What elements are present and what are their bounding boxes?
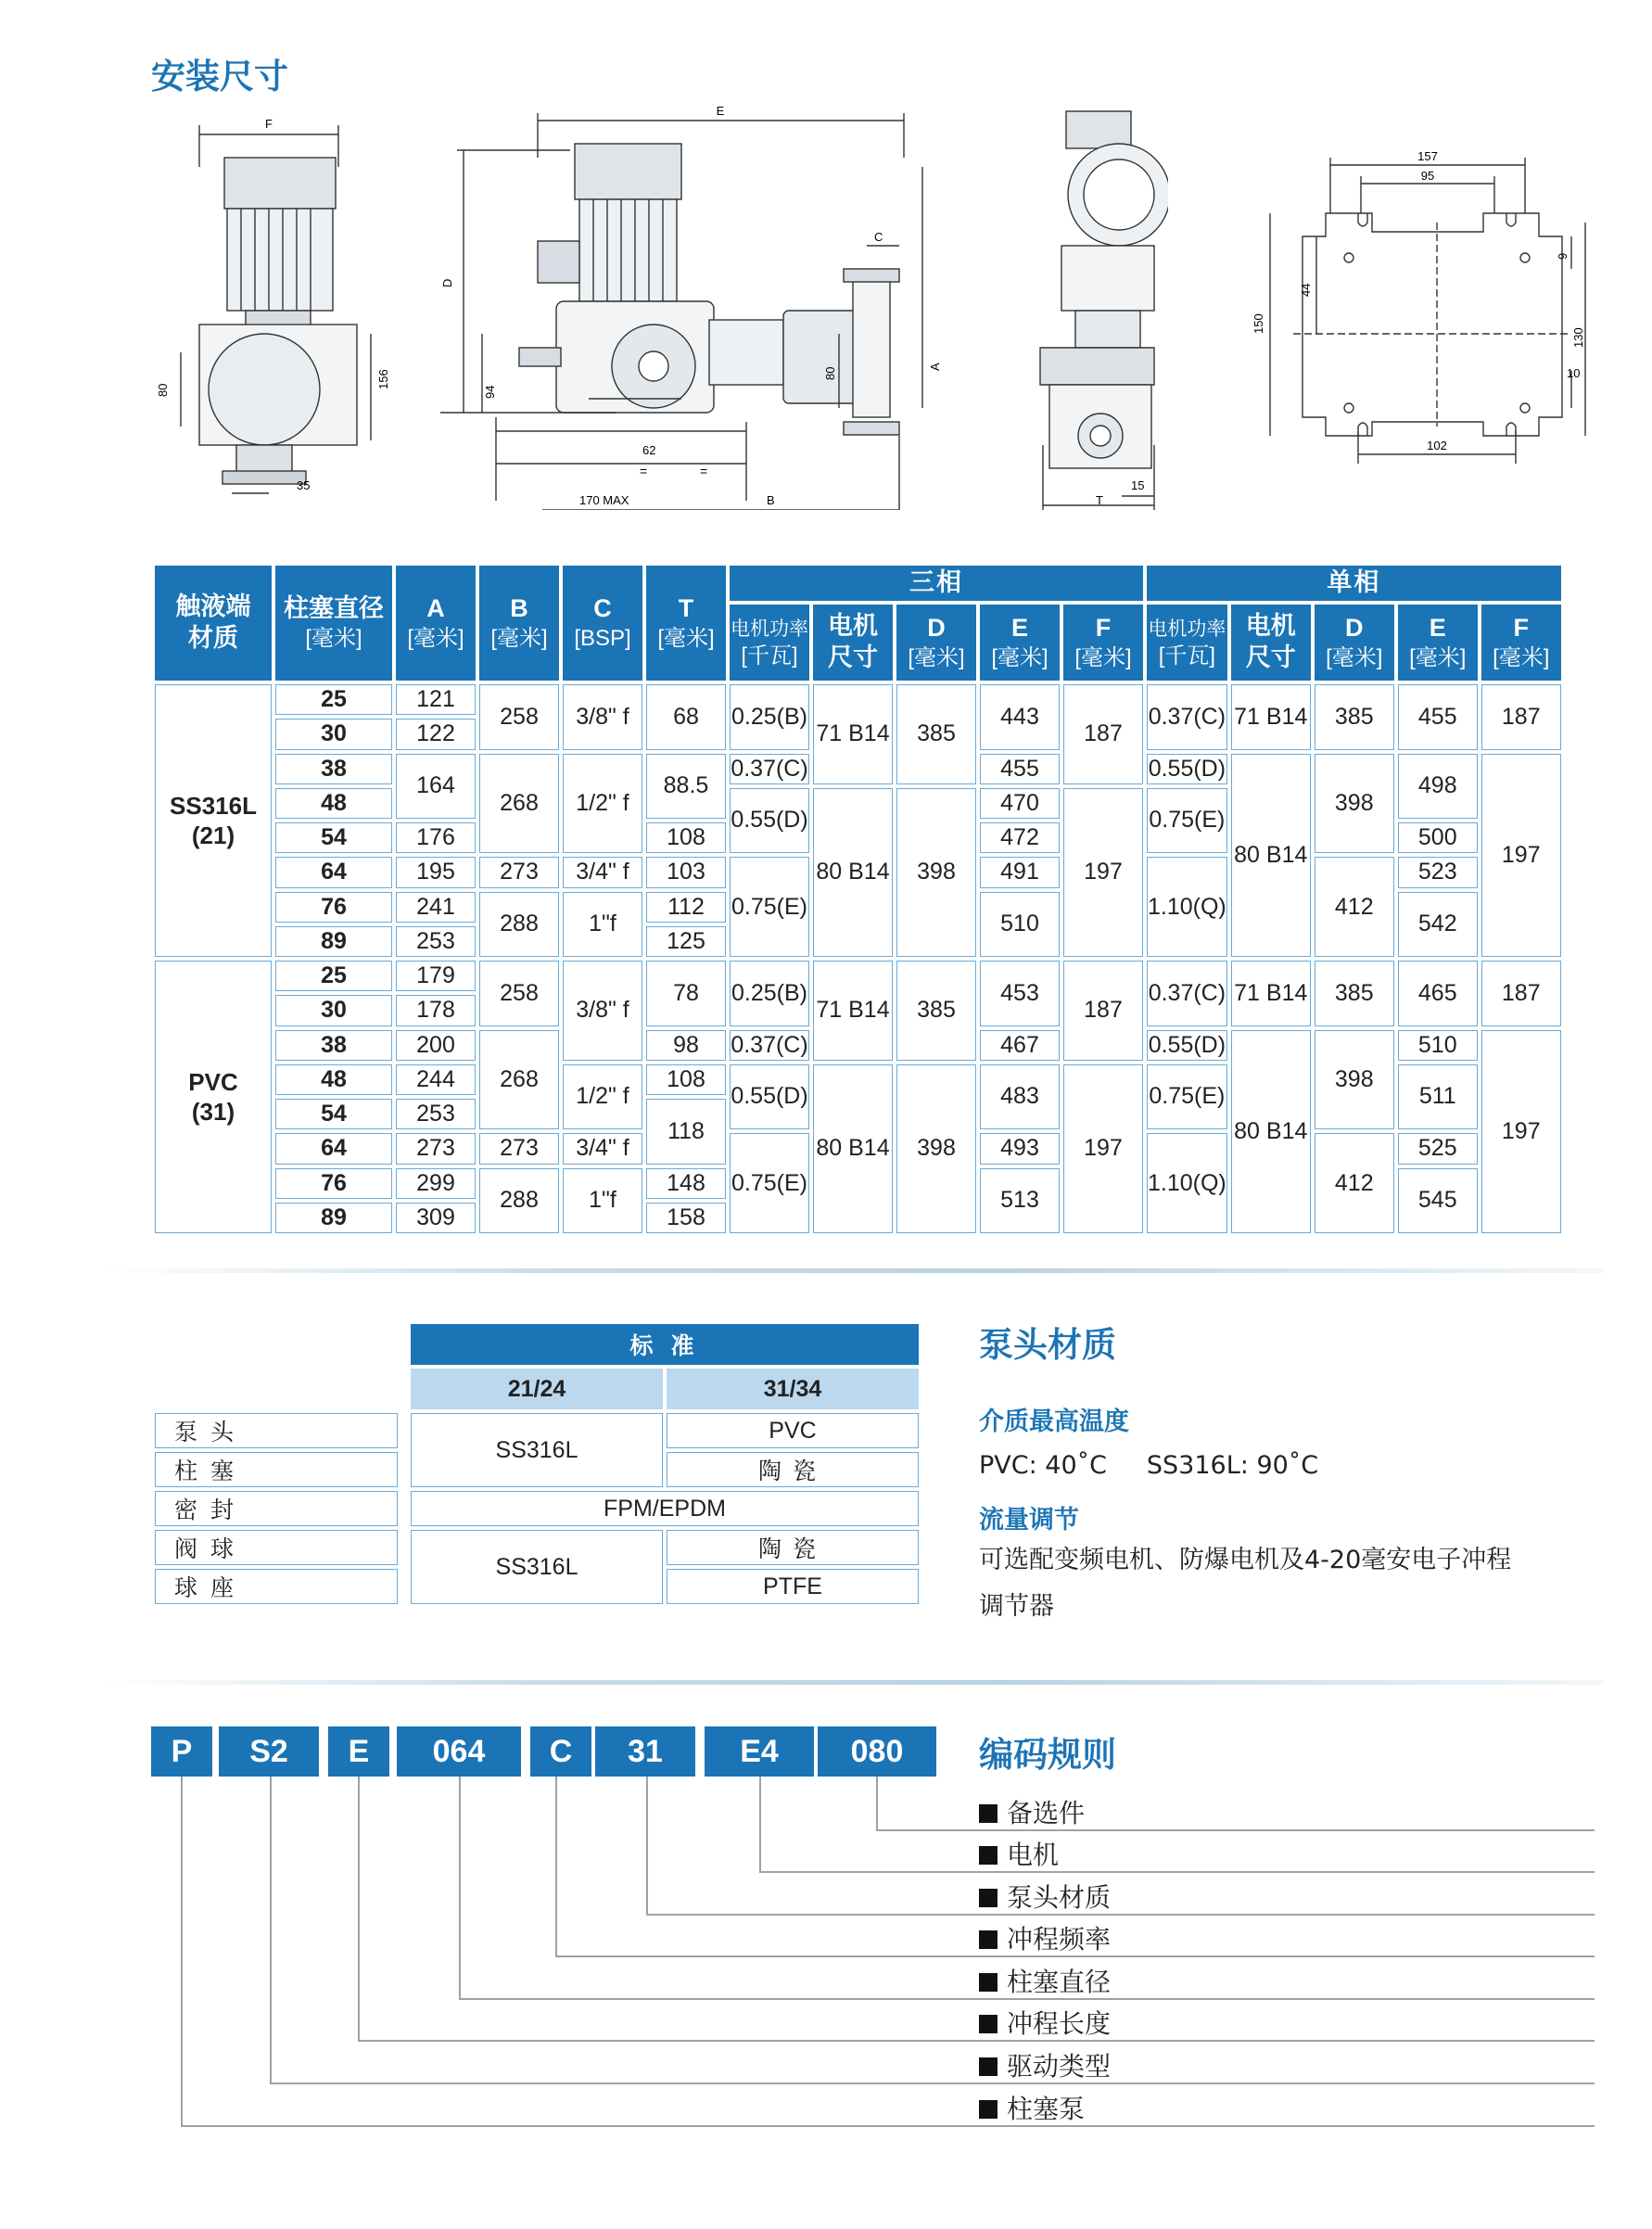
dim-62-label: 62 <box>642 443 656 457</box>
table-cell: 71 B14 <box>813 684 893 784</box>
dim-102-label: 102 <box>1427 439 1447 452</box>
material-ceramic-a: 陶瓷 <box>667 1452 919 1487</box>
table-cell: 25 <box>275 961 392 991</box>
dim-9-label: 9 <box>1556 252 1569 260</box>
table-cell: 523 <box>1398 857 1478 887</box>
table-cell: 3/8" f <box>563 961 642 1061</box>
table-cell: 398 <box>896 1064 976 1233</box>
table-cell: 103 <box>646 857 726 887</box>
max-temp-text: PVC: 40˚C SS316L: 90˚C <box>979 1451 1319 1480</box>
table-cell: 64 <box>275 857 392 887</box>
table-cell: 268 <box>479 1030 559 1130</box>
table-cell: 244 <box>396 1064 476 1095</box>
dim-44-label: 44 <box>1299 283 1313 297</box>
table-cell: 80 B14 <box>813 788 893 957</box>
table-cell: 273 <box>479 857 559 887</box>
table-cell: 455 <box>1398 684 1478 750</box>
table-cell: 30 <box>275 719 392 749</box>
table-cell: 1/2" f <box>563 1064 642 1130</box>
table-cell: 71 B14 <box>1231 684 1311 750</box>
table-cell: 491 <box>980 857 1060 887</box>
table-cell: 0.25(B) <box>730 684 809 750</box>
table-cell: 412 <box>1315 857 1394 957</box>
dim-15-label: 15 <box>1131 478 1145 492</box>
header-b: B [毫米] <box>479 566 559 681</box>
table-cell: 299 <box>396 1168 476 1199</box>
material-ss316l: SS316L (21) <box>155 684 272 957</box>
table-cell: 148 <box>646 1168 726 1199</box>
header-three-phase: 三相 <box>730 566 1143 601</box>
row-label-pump-head: 泵头 <box>155 1413 398 1448</box>
table-cell: 542 <box>1398 892 1478 958</box>
table-cell: 108 <box>646 1064 726 1095</box>
table-cell: 545 <box>1398 1168 1478 1234</box>
table-cell: 38 <box>275 754 392 784</box>
table-cell: 195 <box>396 857 476 887</box>
legend-plunger-diameter: 柱塞直径 <box>979 1962 1111 1999</box>
table-cell: 1"f <box>563 892 642 958</box>
max-temp-title: 介质最高温度 <box>979 1407 1129 1436</box>
dim-e-label: E <box>716 104 725 118</box>
header-e-1: E [毫米] <box>1398 605 1478 681</box>
legend-drive-type: 驱动类型 <box>979 2046 1111 2083</box>
table-cell: 493 <box>980 1133 1060 1164</box>
table-cell: 187 <box>1063 684 1143 784</box>
legend-plunger-pump: 柱塞泵 <box>979 2089 1085 2126</box>
header-power-3: 电机功率 [千瓦] <box>730 605 809 681</box>
table-cell: 80 B14 <box>1231 1030 1311 1234</box>
table-cell: 112 <box>646 892 726 923</box>
material-pvc: PVC (31) <box>155 961 272 1233</box>
dim-170max-label: 170 MAX <box>579 493 629 507</box>
code-box-e4: E4 <box>705 1726 814 1777</box>
table-cell: 241 <box>396 892 476 923</box>
table-cell: 0.37(C) <box>1147 684 1227 750</box>
table-cell: 121 <box>396 684 476 715</box>
table-cell: 48 <box>275 1064 392 1095</box>
row-label-ball-seat: 球座 <box>155 1569 398 1604</box>
table-cell: 80 B14 <box>813 1064 893 1233</box>
header-material: 触液端 材质 <box>155 566 272 681</box>
table-cell: 385 <box>896 684 976 784</box>
table-cell: 258 <box>479 961 559 1026</box>
table-cell: 510 <box>980 892 1060 958</box>
header-d-3: D [毫米] <box>896 605 976 681</box>
table-cell: 0.75(E) <box>730 1133 809 1233</box>
table-cell: 1.10(Q) <box>1147 1133 1227 1233</box>
material-ptfe: PTFE <box>667 1569 919 1604</box>
table-cell: 309 <box>396 1203 476 1233</box>
header-c: C [BSP] <box>563 566 642 681</box>
install-dimensions-title: 安装尺寸 <box>151 57 288 96</box>
table-cell: 273 <box>396 1133 476 1164</box>
header-e-3: E [毫米] <box>980 605 1060 681</box>
table-cell: 465 <box>1398 961 1478 1026</box>
table-cell: 118 <box>646 1099 726 1165</box>
dim-94-label: 94 <box>483 385 497 399</box>
table-cell: 0.37(C) <box>730 1030 809 1061</box>
table-cell: 385 <box>1315 684 1394 750</box>
table-cell: 467 <box>980 1030 1060 1061</box>
table-cell: 197 <box>1063 788 1143 957</box>
table-cell: 125 <box>646 926 726 957</box>
dim-95-label: 95 <box>1420 169 1435 183</box>
legend-stroke-length: 冲程长度 <box>979 2004 1111 2041</box>
header-a: A [毫米] <box>396 566 476 681</box>
legend-stroke-frequency: 冲程频率 <box>979 1919 1111 1956</box>
material-col-31-34: 31/34 <box>667 1369 919 1409</box>
dim-b-label: B <box>767 493 775 507</box>
bullet-square-icon <box>979 2015 998 2033</box>
material-fpm-epdm: FPM/EPDM <box>411 1491 919 1526</box>
dim-a-label: A <box>928 363 942 371</box>
dim-eq1-label: = <box>640 464 648 478</box>
dim-10-label: 10 <box>1567 366 1581 380</box>
dim-35-label: 35 <box>297 478 311 492</box>
legend-optional: 备选件 <box>979 1793 1085 1830</box>
table-cell: 511 <box>1398 1064 1478 1130</box>
table-cell: 0.75(E) <box>1147 788 1227 854</box>
table-cell: 0.37(C) <box>1147 961 1227 1026</box>
table-cell: 89 <box>275 926 392 957</box>
table-cell: 0.25(B) <box>730 961 809 1026</box>
row-label-seal: 密封 <box>155 1491 398 1526</box>
table-cell: 398 <box>1315 1030 1394 1130</box>
table-cell: 178 <box>396 995 476 1025</box>
table-cell: 498 <box>1398 754 1478 820</box>
table-cell: 76 <box>275 1168 392 1199</box>
table-cell: 453 <box>980 961 1060 1026</box>
table-cell: 187 <box>1481 961 1561 1026</box>
table-cell: 513 <box>980 1168 1060 1234</box>
material-standard-header: 标 准 <box>411 1324 919 1365</box>
header-d-1: D [毫米] <box>1315 605 1394 681</box>
table-cell: 385 <box>896 961 976 1061</box>
table-cell: 0.37(C) <box>730 754 809 784</box>
header-f-3: F [毫米] <box>1063 605 1143 681</box>
table-cell: 483 <box>980 1064 1060 1130</box>
dim-t-label: T <box>1096 493 1103 507</box>
table-cell: 89 <box>275 1203 392 1233</box>
material-col-21-24: 21/24 <box>411 1369 663 1409</box>
table-cell: 0.75(E) <box>730 857 809 957</box>
table-cell: 48 <box>275 788 392 819</box>
table-cell: 179 <box>396 961 476 991</box>
table-cell: 1/2" f <box>563 754 642 854</box>
material-pvc: PVC <box>667 1413 919 1448</box>
table-cell: 164 <box>396 754 476 820</box>
flow-adjust-title: 流量调节 <box>979 1506 1079 1535</box>
table-cell: 412 <box>1315 1133 1394 1233</box>
bullet-square-icon <box>979 1846 998 1865</box>
table-cell: 3/8" f <box>563 684 642 750</box>
table-cell: 71 B14 <box>1231 961 1311 1026</box>
code-box-080: 080 <box>818 1726 936 1777</box>
legend-motor: 电机 <box>979 1835 1059 1872</box>
table-cell: 88.5 <box>646 754 726 820</box>
bullet-square-icon <box>979 2057 998 2076</box>
table-cell: 470 <box>980 788 1060 819</box>
table-cell: 71 B14 <box>813 961 893 1061</box>
bullet-square-icon <box>979 1973 998 1992</box>
table-cell: 398 <box>1315 754 1394 854</box>
table-cell: 158 <box>646 1203 726 1233</box>
material-ss316l-a: SS316L <box>411 1413 663 1487</box>
row-label-plunger: 柱塞 <box>155 1452 398 1487</box>
row-label-valve-ball: 阀球 <box>155 1530 398 1565</box>
table-cell: 0.55(D) <box>1147 1030 1227 1061</box>
table-cell: 38 <box>275 1030 392 1061</box>
table-cell: 80 B14 <box>1231 754 1311 958</box>
header-motor-1: 电机 尺寸 <box>1231 605 1311 681</box>
table-cell: 25 <box>275 684 392 715</box>
dim-f-label: F <box>265 117 273 131</box>
code-box-c: C <box>530 1726 591 1777</box>
table-cell: 197 <box>1481 1030 1561 1234</box>
header-motor-3: 电机 尺寸 <box>813 605 893 681</box>
header-t: T [毫米] <box>646 566 726 681</box>
bullet-square-icon <box>979 1804 998 1823</box>
dim-80b-label: 80 <box>823 366 837 380</box>
table-cell: 187 <box>1063 961 1143 1061</box>
table-cell: 455 <box>980 754 1060 784</box>
table-cell: 187 <box>1481 684 1561 750</box>
table-cell: 500 <box>1398 822 1478 853</box>
dim-157-label: 157 <box>1417 149 1438 163</box>
table-cell: 1"f <box>563 1168 642 1234</box>
table-cell: 122 <box>396 719 476 749</box>
code-box-064: 064 <box>397 1726 521 1777</box>
material-ceramic-b: 陶瓷 <box>667 1530 919 1565</box>
dim-130-label: 130 <box>1571 327 1585 348</box>
table-cell: 288 <box>479 892 559 958</box>
table-cell: 64 <box>275 1133 392 1164</box>
table-cell: 253 <box>396 1099 476 1129</box>
dim-150-label: 150 <box>1252 313 1265 334</box>
legend-head-material: 泵头材质 <box>979 1878 1111 1915</box>
code-box-31: 31 <box>595 1726 695 1777</box>
dim-156-label: 156 <box>376 369 390 389</box>
table-cell: 68 <box>646 684 726 750</box>
flow-adjust-text: 可选配变频电机、防爆电机及4-20毫安电子冲程调节器 <box>979 1546 1512 1621</box>
table-cell: 197 <box>1481 754 1561 958</box>
table-cell: 78 <box>646 961 726 1026</box>
dim-c-label: C <box>874 230 883 244</box>
table-cell: 258 <box>479 684 559 750</box>
header-power-1: 电机功率 [千瓦] <box>1147 605 1227 681</box>
header-plunger: 柱塞直径 [毫米] <box>275 566 392 681</box>
bullet-square-icon <box>979 2100 998 2119</box>
code-box-e: E <box>328 1726 389 1777</box>
table-cell: 76 <box>275 892 392 923</box>
table-cell: 30 <box>275 995 392 1025</box>
table-cell: 54 <box>275 1099 392 1129</box>
table-cell: 288 <box>479 1168 559 1234</box>
table-cell: 200 <box>396 1030 476 1061</box>
table-cell: 525 <box>1398 1133 1478 1164</box>
table-cell: 443 <box>980 684 1060 750</box>
table-cell: 398 <box>896 788 976 957</box>
table-cell: 0.55(D) <box>730 788 809 854</box>
material-ss316l-b: SS316L <box>411 1530 663 1604</box>
dim-eq2-label: = <box>700 464 708 478</box>
table-cell: 1.10(Q) <box>1147 857 1227 957</box>
table-cell: 176 <box>396 822 476 853</box>
table-cell: 197 <box>1063 1064 1143 1233</box>
pump-head-material-title: 泵头材质 <box>979 1325 1116 1365</box>
table-cell: 3/4" f <box>563 1133 642 1164</box>
table-cell: 0.55(D) <box>730 1064 809 1130</box>
table-cell: 472 <box>980 822 1060 853</box>
code-box-p: P <box>151 1726 212 1777</box>
table-cell: 268 <box>479 754 559 854</box>
table-cell: 0.75(E) <box>1147 1064 1227 1130</box>
table-cell: 253 <box>396 926 476 957</box>
table-cell: 108 <box>646 822 726 853</box>
dim-80-label: 80 <box>156 383 170 397</box>
table-cell: 98 <box>646 1030 726 1061</box>
bullet-square-icon <box>979 1930 998 1949</box>
table-cell: 273 <box>479 1133 559 1164</box>
dim-d-label: D <box>440 278 454 287</box>
table-cell: 3/4" f <box>563 857 642 887</box>
table-cell: 54 <box>275 822 392 853</box>
code-box-s2: S2 <box>219 1726 319 1777</box>
table-cell: 0.55(D) <box>1147 754 1227 784</box>
table-cell: 510 <box>1398 1030 1478 1061</box>
header-f-1: F [毫米] <box>1481 605 1561 681</box>
bullet-square-icon <box>979 1889 998 1907</box>
coding-rule-title: 编码规则 <box>979 1735 1116 1775</box>
header-single-phase: 单相 <box>1147 566 1561 601</box>
table-cell: 385 <box>1315 961 1394 1026</box>
